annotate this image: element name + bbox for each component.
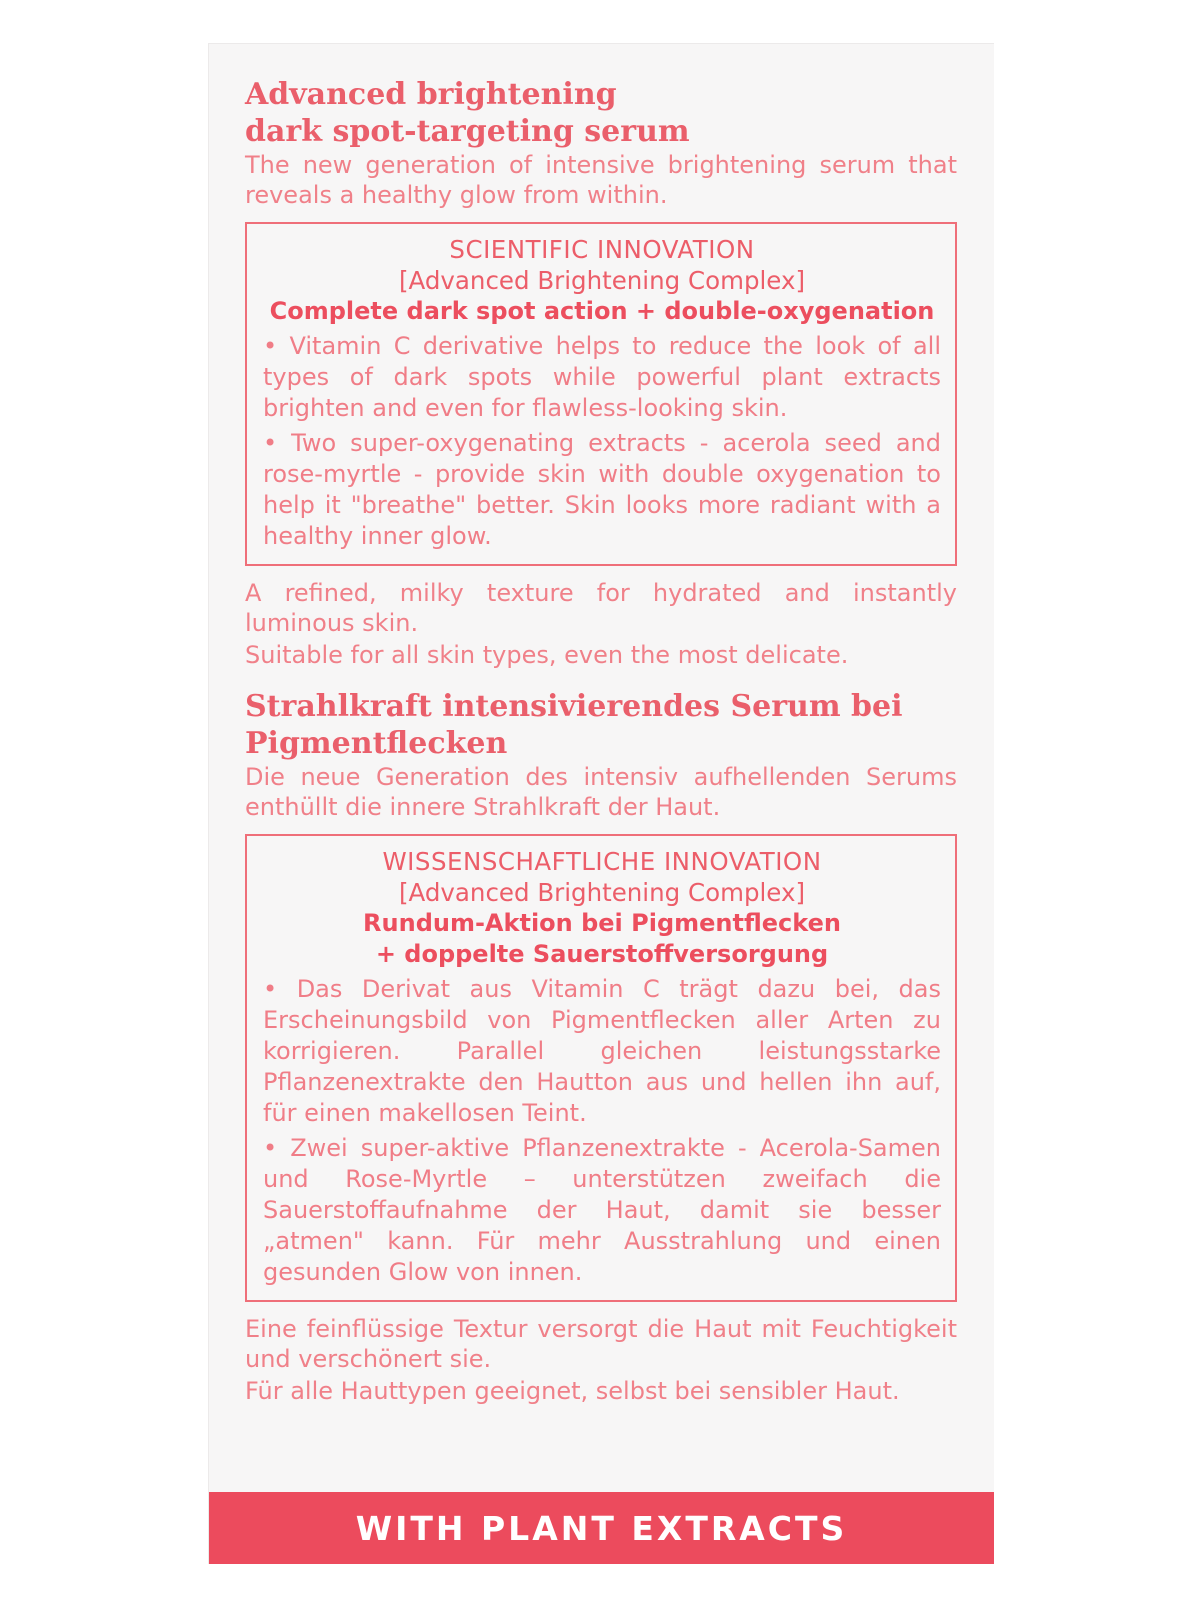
de-texture: Eine feinflüssige Textur versorgt die Haut mit Feuchtigkeit und verschönert sie. <box>245 1315 957 1373</box>
de-box-bullet-1: • Das Derivat aus Vitamin C trägt dazu bei, das Erscheinungsbild von Pigmentflecken aller Arten zu korrigieren. Parallel gleichen leistungsstarke Pflanzenextrakte den Hautton aus und hellen ihn auf, für einen makellosen Teint. <box>263 975 941 1127</box>
en-box-title: SCIENTIFIC INNOVATION <box>449 235 755 264</box>
de-innovation-box <box>245 834 957 1302</box>
de-heading-line1: Strahlkraft intensivierendes Serum bei <box>245 689 903 724</box>
de-intro: Die neue Generation des intensiv aufhellenden Serums enthüllt die innere Strahlkraft der Haut. <box>245 763 957 821</box>
en-box-bullet-1: • Vitamin C derivative helps to reduce the look of all types of dark spots while powerful plant extracts brighten and even for flawless-looking skin. <box>263 332 941 422</box>
en-heading-line1: Advanced brightening <box>245 77 617 112</box>
en-box-emphasis: Complete dark spot action + double-oxygenation <box>269 297 935 325</box>
de-suitable: Für alle Hauttypen geeignet, selbst bei sensibler Haut. <box>245 1377 900 1405</box>
de-heading <box>245 688 957 762</box>
en-innovation-box <box>245 222 957 566</box>
en-heading <box>245 76 957 150</box>
product-text-panel <box>208 43 994 1564</box>
en-heading-line2: dark spot-targeting serum <box>245 114 690 149</box>
footer-label: WITH PLANT EXTRACTS <box>355 1508 848 1548</box>
de-heading-line2: Pigmentflecken <box>245 726 508 761</box>
en-box-bullet-2: • Two super-oxygenating extracts - acerola seed and rose-myrtle - provide skin with double oxygenation to help it "breathe" better. Skin looks more radiant with a healthy inner glow. <box>263 429 941 550</box>
de-box-title: WISSENSCHAFTLICHE INNOVATION <box>382 847 822 876</box>
en-texture: A refined, milky texture for hydrated and instantly luminous skin. <box>245 579 957 637</box>
en-box-subtitle: [Advanced Brightening Complex] <box>398 266 806 295</box>
panel-content <box>245 76 957 1406</box>
footer-banner <box>209 1492 994 1564</box>
de-box-emphasis-1: Rundum-Aktion bei Pigmentflecken <box>363 909 841 937</box>
en-suitable: Suitable for all skin types, even the most delicate. <box>245 641 849 669</box>
de-box-emphasis-2: + doppelte Sauerstoffversorgung <box>375 940 829 968</box>
de-box-bullet-2: • Zwei super-aktive Pflanzenextrakte - Acerola-Samen und Rose-Myrtle – unterstützen zweifach die Sauerstoffaufnahme der Haut, damit sie besser „atmen" kann. Für mehr Ausstrahlung und einen gesunden Glow von innen. <box>263 1134 941 1286</box>
en-intro: The new generation of intensive brightening serum that reveals a healthy glow from within. <box>245 151 957 209</box>
de-box-subtitle: [Advanced Brightening Complex] <box>398 878 806 907</box>
